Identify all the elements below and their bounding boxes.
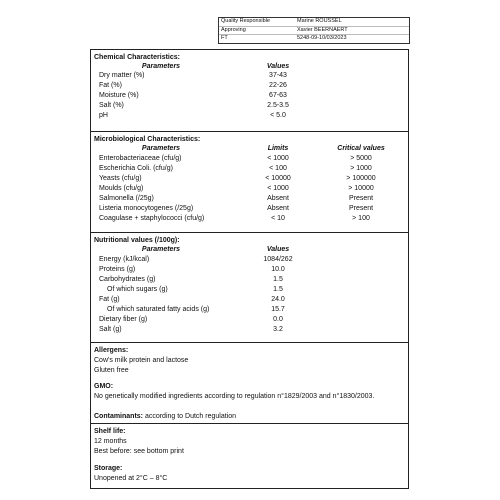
nutrient-value: 0.0 xyxy=(273,316,283,323)
nutrition-section xyxy=(91,232,408,342)
section-title: Chemical Characteristics: xyxy=(94,54,180,61)
parameter-name: Dry matter (%) xyxy=(99,72,145,79)
critical-value: > 1000 xyxy=(350,165,372,172)
nutrient-name: Of which saturated fatty acids (g) xyxy=(107,306,210,313)
gmo-title: GMO: xyxy=(94,383,114,390)
parameter-name: Salmonella (/25g) xyxy=(99,195,154,202)
column-header-values: Values xyxy=(266,63,290,70)
parameter-value: 67-63 xyxy=(269,92,287,99)
parameter-name: Coagulase + staphylococci (cfu/g) xyxy=(99,215,205,222)
allergen-line: Gluten free xyxy=(94,367,129,374)
header-row-quality xyxy=(219,18,409,27)
parameter-name: Moisture (%) xyxy=(99,92,139,99)
section-title: Microbiological Characteristics: xyxy=(94,136,201,143)
critical-value: Present xyxy=(348,205,374,212)
column-header-critical: Critical values xyxy=(337,145,385,152)
limit-value: < 10000 xyxy=(265,175,291,182)
nutrient-value: 1084/262 xyxy=(263,256,293,263)
section-title: Nutritional values (/100g): xyxy=(94,237,180,244)
header-label: Approving xyxy=(221,26,246,33)
parameter-name: Fat (%) xyxy=(99,82,122,89)
shelf-storage-section xyxy=(91,423,408,490)
nutrient-name: Fat (g) xyxy=(99,296,120,303)
limit-value: Absent xyxy=(267,195,289,202)
nutrient-value: 24.0 xyxy=(271,296,285,303)
header-row-ft xyxy=(219,35,409,43)
header-value: Xavier BEERNAERT xyxy=(297,26,348,33)
nutrient-name: Proteins (g) xyxy=(99,266,136,273)
parameter-value: 22-26 xyxy=(269,82,287,89)
parameter-value: 37-43 xyxy=(269,72,287,79)
header-value: 5248-09-10/03/2023 xyxy=(297,35,347,41)
critical-value: > 100 xyxy=(352,215,370,222)
nutrient-value: 3.2 xyxy=(273,326,283,333)
nutrient-name: Energy (kJ/kcal) xyxy=(99,256,150,263)
nutrient-value: 1.5 xyxy=(273,276,283,283)
allergens-gmo-section xyxy=(91,342,408,423)
parameter-name: Salt (%) xyxy=(99,102,124,109)
shelf-life-line: Best before: see bottom print xyxy=(94,448,184,455)
nutrient-value: 1.5 xyxy=(273,286,283,293)
parameter-name: Enterobacteriaceae (cfu/g) xyxy=(99,155,182,162)
column-header-parameters: Parameters xyxy=(141,145,181,152)
shelf-life-title: Shelf life: xyxy=(94,428,126,435)
contaminants-text: according to Dutch regulation xyxy=(143,413,236,420)
header-label: FT xyxy=(221,35,228,41)
storage-text: Unopened at 2°C – 8°C xyxy=(94,475,168,482)
limit-value: < 100 xyxy=(269,165,287,172)
critical-value: > 100000 xyxy=(346,175,376,182)
limit-value: Absent xyxy=(267,205,289,212)
allergens-title: Allergens: xyxy=(94,347,129,354)
storage-title: Storage: xyxy=(94,465,123,472)
nutrient-name: Dietary fiber (g) xyxy=(99,316,148,323)
column-header-parameters: Parameters xyxy=(141,246,181,253)
critical-value: > 5000 xyxy=(350,155,372,162)
column-header-values: Values xyxy=(266,246,290,253)
nutrient-value: 15.7 xyxy=(271,306,285,313)
chemical-section xyxy=(91,50,408,131)
column-header-parameters: Parameters xyxy=(141,63,181,70)
parameter-name: Listeria monocytogenes (/25g) xyxy=(99,205,194,212)
column-header-limits: Limits xyxy=(267,145,289,152)
limit-value: < 1000 xyxy=(267,155,289,162)
parameter-name: Yeasts (cfu/g) xyxy=(99,175,142,182)
header-label: Quality Responsible xyxy=(221,18,270,24)
microbiological-section xyxy=(91,131,408,232)
contaminants-title: Contaminants: xyxy=(94,413,143,420)
nutrient-name: Salt (g) xyxy=(99,326,122,333)
gmo-text: No genetically modified ingredients according to regulation n°1829/2003 and n°1830/2003. xyxy=(94,393,375,400)
limit-value: < 10 xyxy=(271,215,285,222)
nutrient-name: Carbohydrates (g) xyxy=(99,276,156,283)
limit-value: < 1000 xyxy=(267,185,289,192)
contaminants-line xyxy=(94,413,236,420)
critical-value: > 10000 xyxy=(348,185,374,192)
header-value: Marine ROUSSEL xyxy=(297,18,342,24)
parameter-value: 2.5-3.5 xyxy=(267,102,289,109)
shelf-life-line: 12 months xyxy=(94,438,127,445)
parameter-value: < 5.0 xyxy=(270,112,286,119)
nutrient-value: 10.0 xyxy=(271,266,285,273)
specification-sheet xyxy=(90,49,409,489)
parameter-name: Escherichia Coli. (cfu/g) xyxy=(99,165,173,172)
parameter-name: Moulds (cfu/g) xyxy=(99,185,144,192)
allergen-line: Cow's milk protein and lactose xyxy=(94,357,189,364)
critical-value: Present xyxy=(348,195,374,202)
document-header-table xyxy=(218,17,410,44)
parameter-name: pH xyxy=(99,112,108,119)
nutrient-name: Of which sugars (g) xyxy=(107,286,168,293)
header-row-approving xyxy=(219,27,409,36)
